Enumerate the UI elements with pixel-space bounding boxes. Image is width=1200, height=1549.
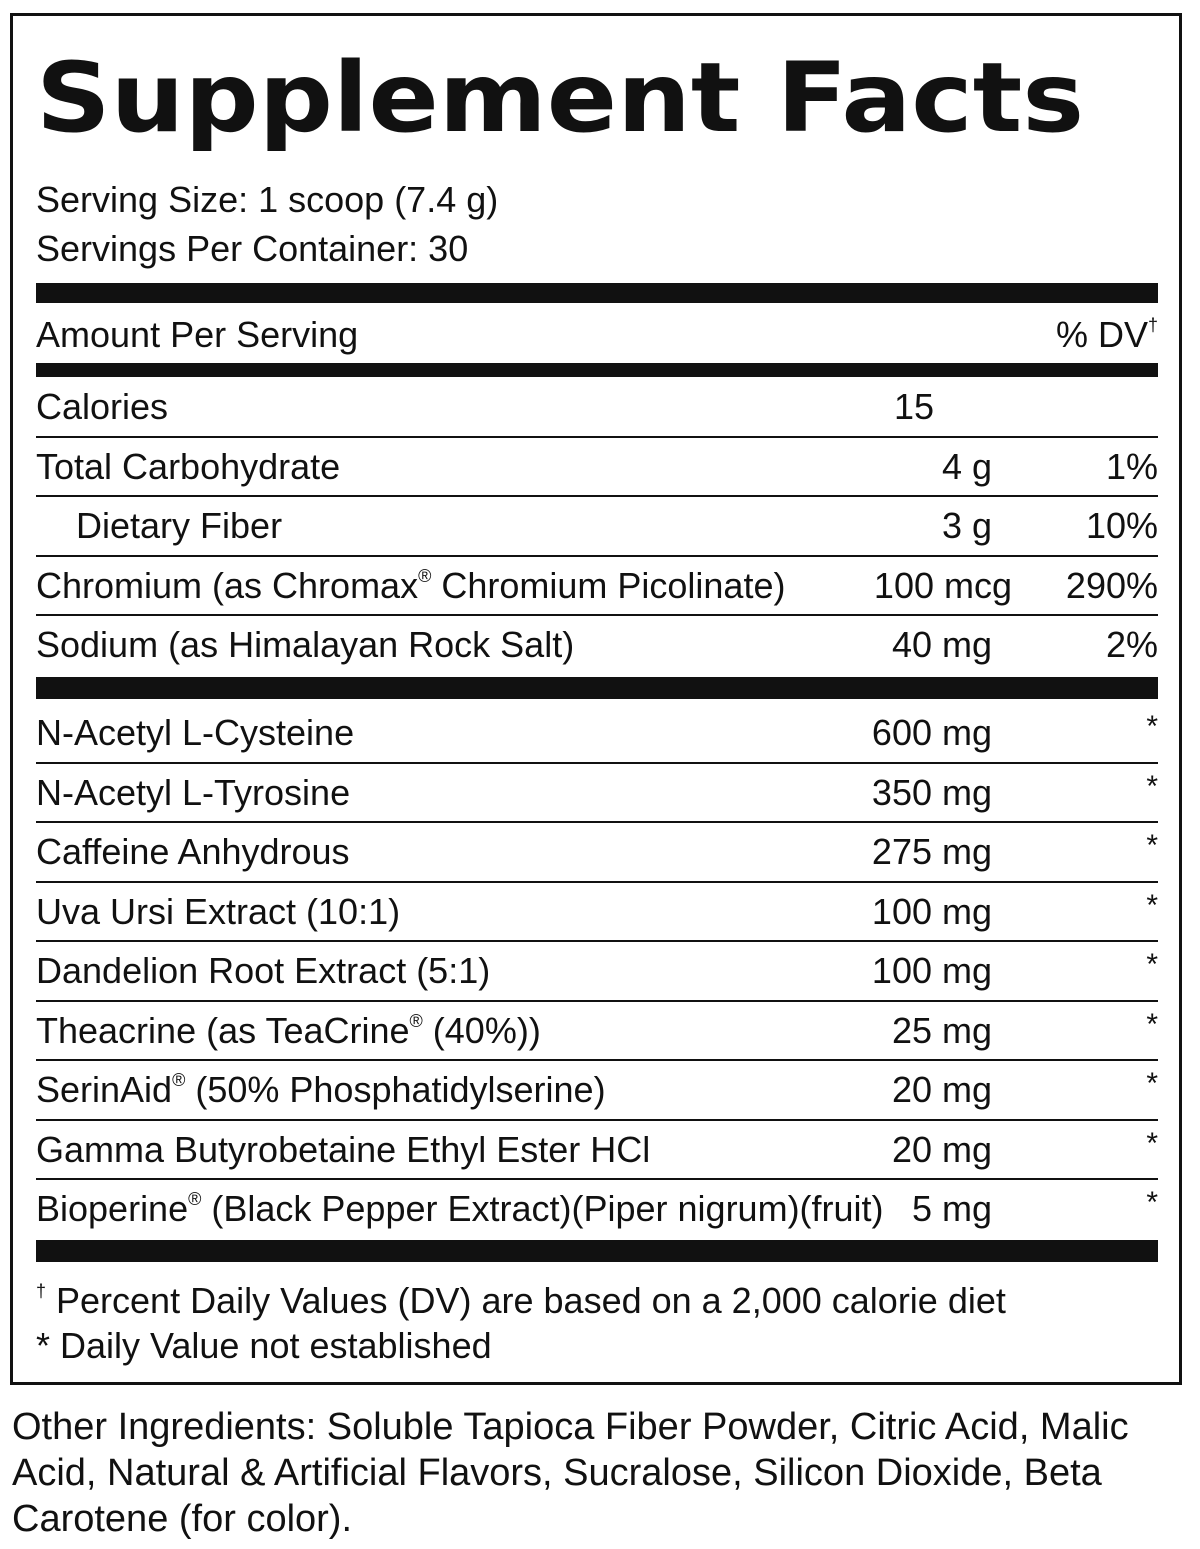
- table-row: [36, 616, 1158, 676]
- table-row: [36, 823, 1158, 883]
- nutrient-amount: 100 mcg: [873, 564, 1012, 606]
- ingredient-amount: 350 mg: [871, 771, 992, 813]
- dv-footnote: † Percent Daily Values (DV) are based on a 2,000 calorie diet: [36, 1280, 1006, 1321]
- nutrient-rows: [36, 378, 1158, 676]
- ingredient-dv: *: [1146, 769, 1158, 803]
- ingredient-amount: 5 mg: [911, 1188, 992, 1229]
- ingredient-dv: *: [1146, 1007, 1158, 1041]
- ingredient-dv: *: [1146, 1186, 1158, 1219]
- ingredient-name: SerinAid® (50% Phosphatidylserine): [36, 1069, 606, 1110]
- nutrient-dv: 290%: [1065, 564, 1158, 606]
- ingredient-amount: 20 mg: [891, 1128, 992, 1170]
- asterisk-footnote: * Daily Value not established: [36, 1325, 492, 1366]
- table-row: [36, 704, 1158, 764]
- table-row: [36, 438, 1158, 498]
- table-row: [36, 883, 1158, 943]
- table-row: [36, 942, 1158, 1002]
- column-header: [36, 313, 1158, 357]
- thick-divider: [36, 1240, 1158, 1262]
- ingredient-name: Caffeine Anhydrous: [36, 831, 350, 872]
- nutrient-amount: 40 mg: [891, 624, 992, 665]
- nutrient-dv: 10%: [1085, 505, 1158, 546]
- ingredient-dv: *: [1146, 1126, 1158, 1160]
- table-row: [36, 1121, 1158, 1181]
- nutrient-amount: 3 g: [941, 505, 992, 546]
- ingredient-amount: 20 mg: [891, 1069, 992, 1110]
- ingredient-amount: 25 mg: [891, 1009, 992, 1051]
- ingredient-name: Dandelion Root Extract (5:1): [36, 950, 491, 991]
- ingredient-name: Uva Ursi Extract (10:1): [36, 890, 401, 932]
- ingredient-name: N-Acetyl L-Cysteine: [36, 712, 355, 753]
- ingredient-name: Theacrine (as TeaCrine® (40%)): [36, 1009, 541, 1051]
- ingredient-dv: *: [1146, 829, 1158, 862]
- nutrient-name: Total Carbohydrate: [36, 445, 341, 487]
- table-row: [36, 378, 1158, 438]
- panel-title: Supplement Facts: [36, 42, 1085, 154]
- nutrient-dv: 1%: [1105, 445, 1158, 487]
- table-row: [36, 497, 1158, 557]
- table-row: [36, 1061, 1158, 1121]
- table-row: [36, 1180, 1158, 1240]
- ingredient-name: N-Acetyl L-Tyrosine: [36, 771, 351, 813]
- ingredient-name: Gamma Butyrobetaine Ethyl Ester HCl: [36, 1128, 651, 1170]
- ingredient-amount: 600 mg: [871, 712, 992, 753]
- ingredient-dv: *: [1146, 710, 1158, 743]
- amount-per-serving-label: Amount Per Serving: [36, 314, 359, 355]
- nutrient-dv: 2%: [1105, 624, 1158, 665]
- serving-size: Serving Size: 1 scoop (7.4 g): [36, 179, 499, 220]
- nutrient-name: Chromium (as Chromax® Chromium Picolinate): [36, 564, 786, 606]
- thick-divider: [36, 283, 1158, 303]
- table-row: [36, 557, 1158, 617]
- nutrient-name: Dietary Fiber: [76, 505, 283, 546]
- nutrient-name: Sodium (as Himalayan Rock Salt): [36, 624, 575, 665]
- ingredient-dv: *: [1146, 948, 1158, 981]
- table-row: [36, 1002, 1158, 1062]
- nutrient-amount: 4 g: [941, 445, 992, 487]
- thick-divider: [36, 677, 1158, 699]
- ingredient-dv: *: [1146, 1067, 1158, 1100]
- ingredient-name: Bioperine® (Black Pepper Extract)(Piper nigrum)(fruit): [36, 1188, 884, 1229]
- ingredient-amount: 100 mg: [871, 890, 992, 932]
- ingredient-rows: [36, 704, 1158, 1240]
- table-row: [36, 764, 1158, 824]
- ingredient-dv: *: [1146, 888, 1158, 922]
- medium-divider: [36, 363, 1158, 377]
- nutrient-amount: 15: [894, 386, 935, 427]
- ingredient-amount: 275 mg: [871, 831, 992, 872]
- servings-per-container: Servings Per Container: 30: [36, 228, 469, 269]
- ingredient-amount: 100 mg: [871, 950, 992, 991]
- nutrient-name: Calories: [36, 386, 169, 427]
- dv-column-label: % DV†: [1055, 314, 1158, 355]
- other-ingredients: Other Ingredients: Soluble Tapioca Fiber Powder, Citric Acid, Malic Acid, Natural & Artificial Flavors, Sucralose, Silicon Dioxide, Beta Carotene (for color).: [12, 1406, 1129, 1540]
